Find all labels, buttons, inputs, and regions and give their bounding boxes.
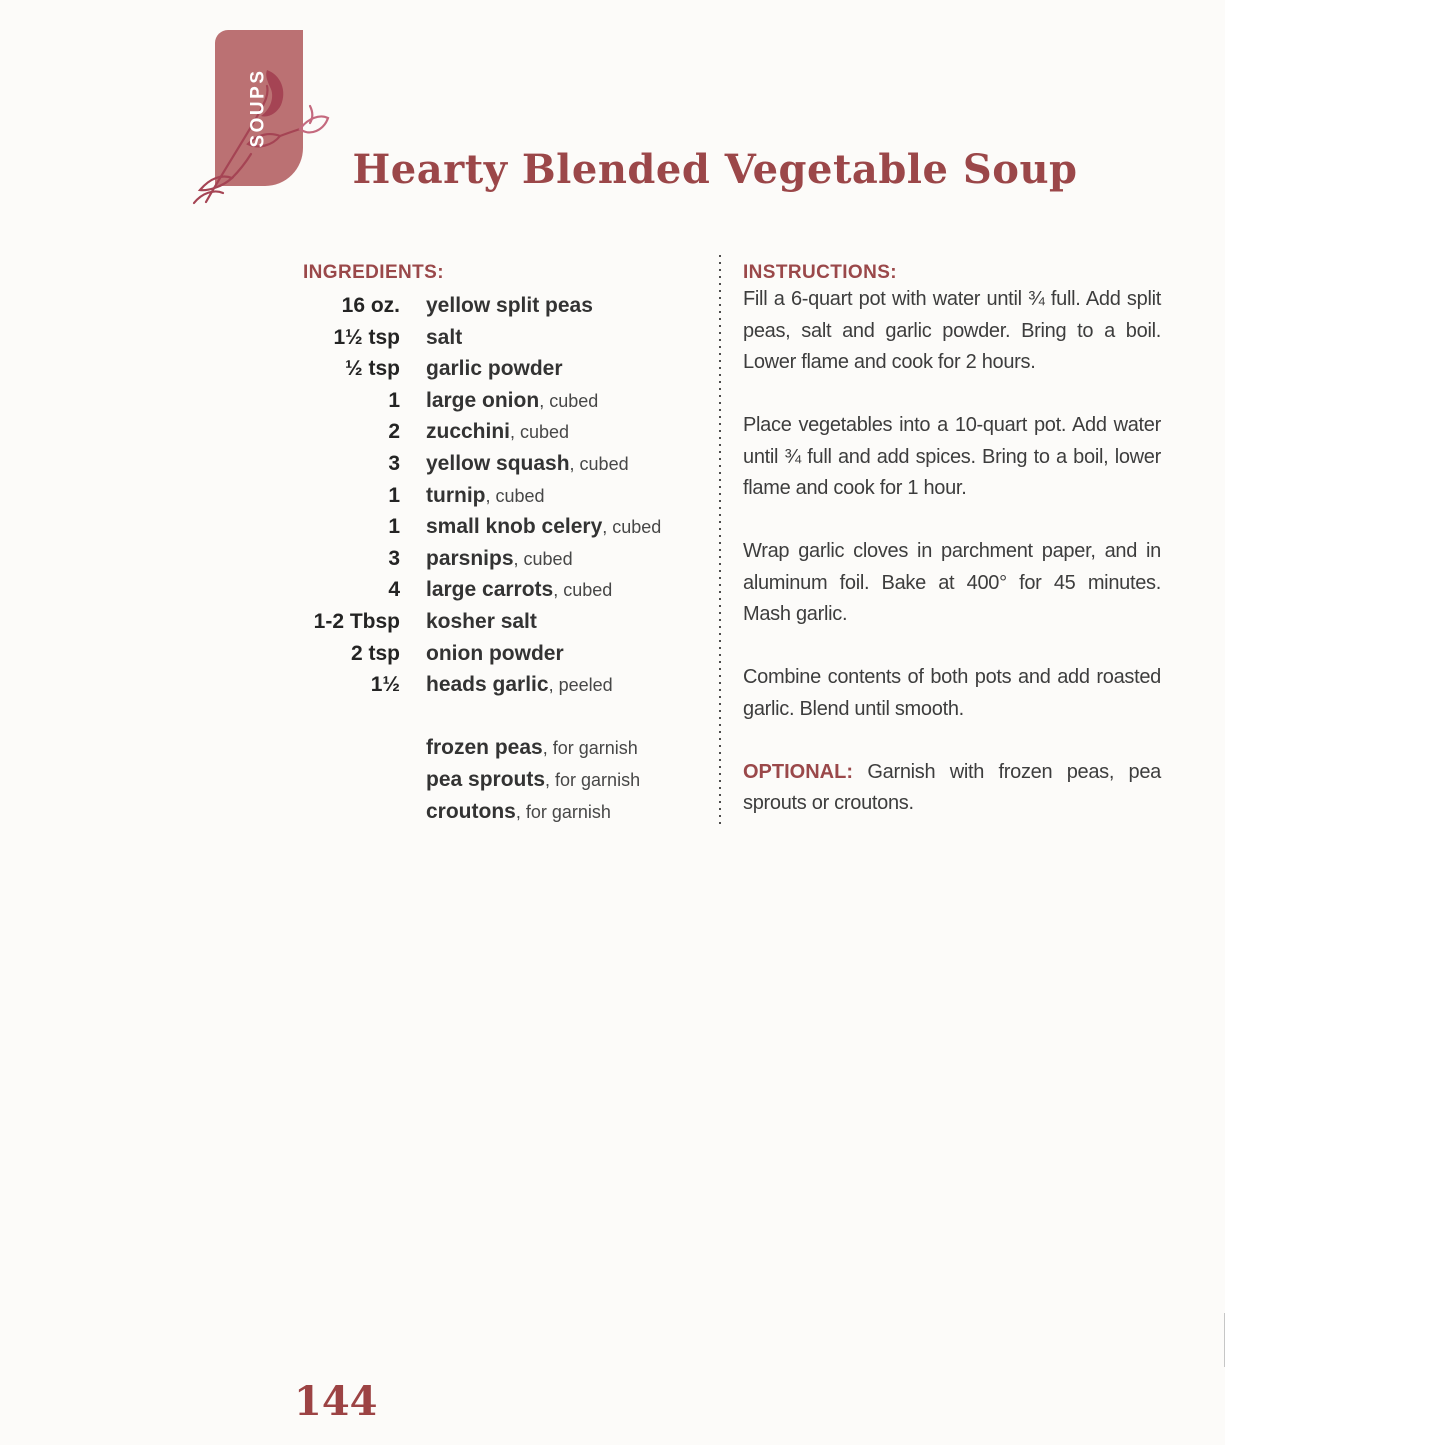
garnish-row [215, 764, 705, 796]
ingredient-note: , cubed [602, 517, 662, 538]
ingredient-note: , cubed [485, 485, 545, 506]
ingredient-row [215, 322, 705, 354]
ingredient-name: parsnips [426, 546, 514, 570]
chapter-tab-label-wrap [215, 30, 303, 186]
ingredient-row [215, 480, 705, 512]
instruction-paragraph: Combine contents of both pots and add roasted garlic. Blend until smooth. [743, 666, 1161, 720]
garnish-name: frozen peas [426, 736, 543, 760]
ingredient-name: small knob celery [426, 515, 603, 539]
ingredient-note: , cubed [513, 548, 573, 569]
instructions-text [743, 284, 1161, 851]
ingredient-qty: 3 [388, 451, 400, 475]
ingredient-qty: 1½ tsp [333, 325, 400, 349]
ingredient-qty: 2 tsp [350, 641, 400, 665]
instructions-header: INSTRUCTIONS: [743, 262, 898, 283]
ingredients-header: INGREDIENTS: [303, 262, 444, 283]
ingredient-row [215, 543, 705, 575]
instruction-paragraph: Wrap garlic cloves in parchment paper, and in aluminum foil. Bake at 400° for 45 minutes. Mash garlic. [743, 540, 1161, 625]
ingredient-row [215, 511, 705, 543]
garnish-note: , for garnish [545, 769, 641, 790]
ingredients-spacer [215, 701, 705, 733]
garnish-note: , for garnish [542, 738, 638, 759]
ingredient-qty: 1 [388, 388, 400, 412]
ingredient-name: yellow squash [426, 451, 570, 475]
ingredient-note: , cubed [553, 580, 613, 601]
ingredient-row [215, 290, 705, 322]
chapter-tab-label: SOUPS [248, 68, 269, 148]
garnish-name: croutons [426, 799, 516, 823]
ingredient-qty: ½ tsp [345, 357, 400, 381]
ingredient-name: large onion [426, 388, 540, 412]
ingredient-row [215, 448, 705, 480]
ingredient-name: heads garlic [426, 673, 549, 697]
ingredient-name: yellow split peas [426, 294, 593, 317]
ingredient-row [215, 353, 705, 385]
ingredient-qty: 4 [388, 578, 400, 602]
ingredient-note: , cubed [569, 453, 629, 474]
ingredient-qty: 3 [388, 546, 400, 570]
instruction-paragraph: Place vegetables into a 10-quart pot. Add water until ¾ full and add spices. Bring to a boil, lower flame and cook for 1 hour. [743, 414, 1161, 499]
ingredient-name: onion powder [426, 641, 564, 665]
ingredient-qty: 1 [388, 483, 400, 507]
page-edge-line [1224, 1313, 1225, 1367]
page-number: 144 [294, 1378, 378, 1425]
ingredient-name: kosher salt [426, 609, 537, 633]
recipe-title: Hearty Blended Vegetable Soup [352, 146, 1078, 193]
ingredient-qty: 1 [388, 515, 400, 539]
ingredient-row [215, 638, 705, 670]
optional-label: OPTIONAL: [743, 760, 853, 783]
ingredient-name: turnip [426, 483, 486, 507]
ingredient-qty: 2 [388, 420, 400, 444]
ingredient-note: , peeled [548, 675, 613, 696]
ingredients-list [215, 290, 705, 827]
ingredient-qty: 1-2 Tbsp [313, 609, 400, 633]
ingredient-row [215, 385, 705, 417]
ingredient-note: , cubed [539, 390, 599, 411]
ingredient-row [215, 669, 705, 701]
ingredient-name: salt [426, 325, 463, 349]
garnish-note: , for garnish [515, 801, 611, 822]
optional-text: Garnish with frozen peas, pea sprouts or croutons. [743, 760, 1161, 814]
garnish-row [215, 796, 705, 828]
page-edge [1225, 0, 1445, 1445]
instruction-paragraph: Fill a 6-quart pot with water until ¾ full. Add split peas, salt and garlic powder. Bring to a boil. Lower flame and cook for 2 hours. [743, 288, 1161, 373]
ingredient-name: garlic powder [426, 357, 563, 381]
ingredient-name: large carrots [426, 578, 554, 602]
ingredient-row [215, 416, 705, 448]
ingredient-row [215, 606, 705, 638]
garnish-name: pea sprouts [426, 767, 546, 791]
garnish-row [215, 732, 705, 764]
optional-paragraph [743, 757, 1161, 820]
ingredient-row [215, 574, 705, 606]
ingredient-qty: 16 oz. [341, 294, 400, 317]
ingredient-name: zucchini [426, 420, 511, 444]
column-divider [719, 255, 721, 825]
ingredient-qty: 1½ [370, 673, 400, 697]
ingredient-note: , cubed [510, 422, 570, 443]
